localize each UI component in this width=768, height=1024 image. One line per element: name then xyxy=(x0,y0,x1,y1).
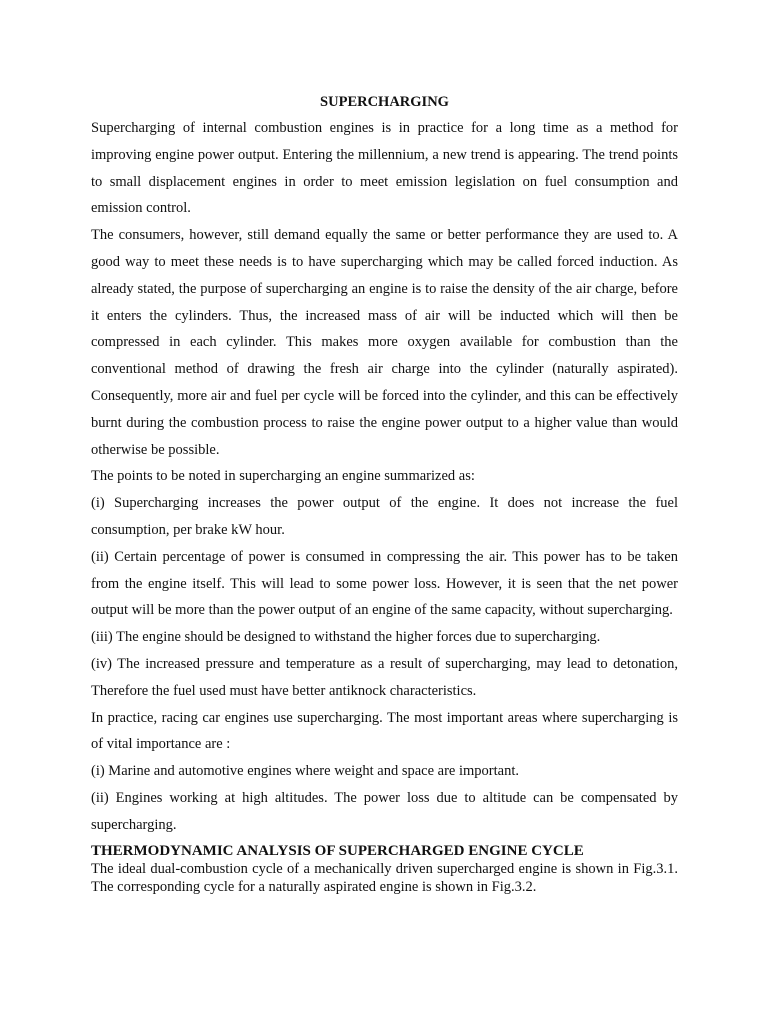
paragraph-point-iii: (iii) The engine should be designed to withstand the higher forces due to supercharging. xyxy=(91,629,601,646)
paragraph-area-ii: (ii) Engines working at high altitudes. The power loss due to altitude can be compensated by supercharging. xyxy=(91,789,678,833)
paragraph-consumers: The consumers, however, still demand equally the same or better performance they are used to. A good way to meet these needs is to have supercharging which may be called forced induction. As already stated, the purpose of supercharging an engine is to raise the density of the air charge, before it enters the cylinders. Thus, the increased mass of air will be inducted which will then be compressed in each cylinder. This makes more oxygen available for combustion than the conventional method of drawing the fresh air charge into the cylinder (naturally aspirated). Consequently, more air and fuel per cycle will be forced into the cylinder, and this can be effectively burnt during the combustion process to raise the engine power output to a higher value than would otherwise be possible. xyxy=(91,227,678,458)
paragraph-practice: In practice, racing car engines use supercharging. The most important areas where supercharging is of vital importance are : xyxy=(91,709,678,753)
section-paragraph: The ideal dual-combustion cycle of a mechanically driven supercharged engine is shown in Fig.3.1. The corresponding cycle for a naturally aspirated engine is shown in Fig.3.2. xyxy=(91,860,678,896)
page-title: SUPERCHARGING xyxy=(320,94,449,110)
paragraph-area-i: (i) Marine and automotive engines where weight and space are important. xyxy=(91,763,519,780)
paragraph-intro: Supercharging of internal combustion engines is in practice for a long time as a method for improving engine power output. Entering the millennium, a new trend is appearing. The trend points to small displacement engines in order to meet emission legislation on fuel consumption and emission control. xyxy=(91,120,678,217)
body-text xyxy=(91,115,678,839)
paragraph-point-ii: (ii) Certain percentage of power is consumed in compressing the air. This power has to be taken from the engine itself. This will lead to some power loss. However, it is seen that the net power output will be more than the power output of an engine of the same capacity, without supercharging. xyxy=(91,548,678,619)
section-heading: THERMODYNAMIC ANALYSIS OF SUPERCHARGED ENGINE CYCLE xyxy=(91,842,584,859)
thermodynamic-section xyxy=(91,842,678,897)
paragraph-point-i: (i) Supercharging increases the power output of the engine. It does not increase the fuel consumption, per brake kW hour. xyxy=(91,495,678,538)
paragraph-points-intro: The points to be noted in supercharging an engine summarized as: xyxy=(91,468,475,485)
paragraph-point-iv: (iv) The increased pressure and temperature as a result of supercharging, may lead to detonation, Therefore the fuel used must have better antiknock characteristics. xyxy=(91,655,678,699)
